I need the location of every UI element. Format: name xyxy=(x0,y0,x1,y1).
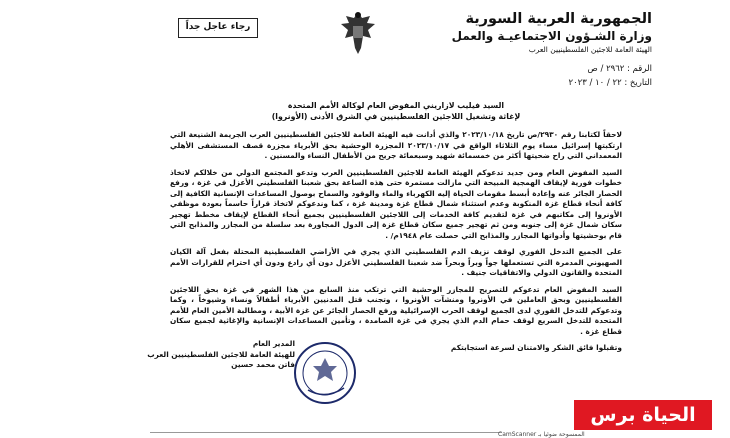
republic-title: الجمهورية العربية السورية xyxy=(465,11,652,27)
paragraph-1: لاحقاً لكتابنا رقم ٢٩٣٠/ص تاريخ ٢٠٢٣/١٠/١٨ والذي أدانت فيه الهيئة العامة للاجئين الفلسطينيين العرب الجريمة الشنيعة التي ارتكبتها إسرائيل مساء يوم الثلاثاء الواقع في ٢٠٢٣/١٠/١٧ المجزرة الوحشية بحق الأبرياء مجزرة قصف المستشفى الأهلي المعمداني التي راح ضحيتها أكثر من خمسمائة شهيد وسبعمائة جريح من الأطفال النساء والمسنين . xyxy=(170,130,623,160)
signature-title: المدير العام xyxy=(252,339,295,348)
urgent-stamp: رجاء عاجل جداً xyxy=(178,18,258,38)
paragraph-2: السيد المفوض العام ومن جديد تدعوكم الهيئة العامة للاجئين الفلسطينيين العرب وتدعو المجتمع الدولي من خلالكم لاتخاذ خطوات فورية لإيقاف الهمجية المبيحة التي مازالت مستمرة حتى هذه الساعة بحق شعبنا الفلسطيني الأعزل في غزة ، ورفع الحصار الجائر عنه وإعادة أبسط مقومات الحياة إليه الكهرباء والماء والوقود والسماح بوصول المساعدات الإنسانية الكافية إلى كافة أنحاء قطاع غزة المنكوبة وعدم استثناء شمال قطاع غزة ومدينة غزة ، كما وندعوكم لاتخاذ قراراً حاسماً بعودة موظفي الأونروا إلى مكاتبهم في غزة لتقديم كافة الخدمات إلى اللاجئين الفلسطينيين بجميع أنحاء القطاع لإيقاف مخطط تهجير سكان شمال غزة إلى جنوبه ومن ثم تهجير جميع سكان قطاع غزة إلى الدول المجاورة بعد سلسلة من المجازر والمذابح التي قام بوحشيتها وأدواتها المجازر والمذابح التي حصلت عام ١٩٤٨م/ . xyxy=(170,167,622,240)
letter-date: التاريخ : ٢٢ / ١٠ / ٢٠٢٣ xyxy=(568,78,652,88)
official-seal xyxy=(290,338,360,408)
addressee-line-1: السيد فيليب لازاريني المفوض العام لوكالة الأمم المتحدة xyxy=(287,101,505,110)
ministry-title: وزارة الشـؤون الاجتماعيـة والعمل xyxy=(451,29,652,43)
footer-rule xyxy=(150,432,502,433)
signature-org: للهيئة العامة للاجئين الفلسطينيين العرب xyxy=(147,349,295,359)
authority-title: الهيئة العامة للاجئين الفلسطينيين العرب xyxy=(528,45,652,54)
addressee-line-2: لإغاثة وتشغيل اللاجئين الفلسطينيين في الشرق الأدنى (الأونروا) xyxy=(271,112,521,121)
paragraph-4: السيد المفوض العام تدعوكم للتصريح للمجازر الوحشية التي ترتكب منذ السابع من هذا الشهر في غزة بحق اللاجئين الفلسطينيين وبحق العاملين في الأونروا ومنشآت الأونروا ، وتجنب قتل المدنيين الأبرياء أطفالاً ونساء وشيوخاً ، وكما وتدعوكم للتدخل الفوري لدى الجميع لوقف الحرب الإسرائيلية ورفع الحصار الجائر عن غزة الأبية ، ومطالبة الأمين العام للأمم المتحدة للتدخل السريع لوقف حمام الدم الذي يجري في غزة الصامدة ، وتأمين المساعدات الإنسانية والإغاثية لجميع سكان قطاع غزة . xyxy=(170,284,622,336)
paragraph-3: على الجميع التدخل الفوري لوقف نزيف الدم الفلسطيني الذي يجري في الأراضي الفلسطينية المحتلة بفعل آلة الكيان الصهيوني المدمرة التي تستعملها جواً وبراً وبحراً ضد شعبنا الفلسطيني الأعزل دون أي رادع ودون أي احترام للقرارات الأمم المتحدة والقانون الدولي والاتفاقيات جنيف . xyxy=(170,247,622,277)
letter-body xyxy=(170,100,622,354)
alhayat-press-logo: الحياة برس xyxy=(574,400,712,430)
syrian-eagle-emblem xyxy=(337,8,379,56)
letterhead xyxy=(432,10,652,90)
signature-block xyxy=(147,339,295,371)
signature-name: فاتن محمد حسين xyxy=(231,360,295,369)
closing-line: وتقبلوا فائق الشكر والامتنان لسرعة استجابتكم xyxy=(450,343,622,352)
camscanner-note: الممسوحة ضوئيا بـ CamScanner xyxy=(498,431,585,438)
reference-number: الرقم : ٢٩٦٢ / ص xyxy=(587,64,652,74)
